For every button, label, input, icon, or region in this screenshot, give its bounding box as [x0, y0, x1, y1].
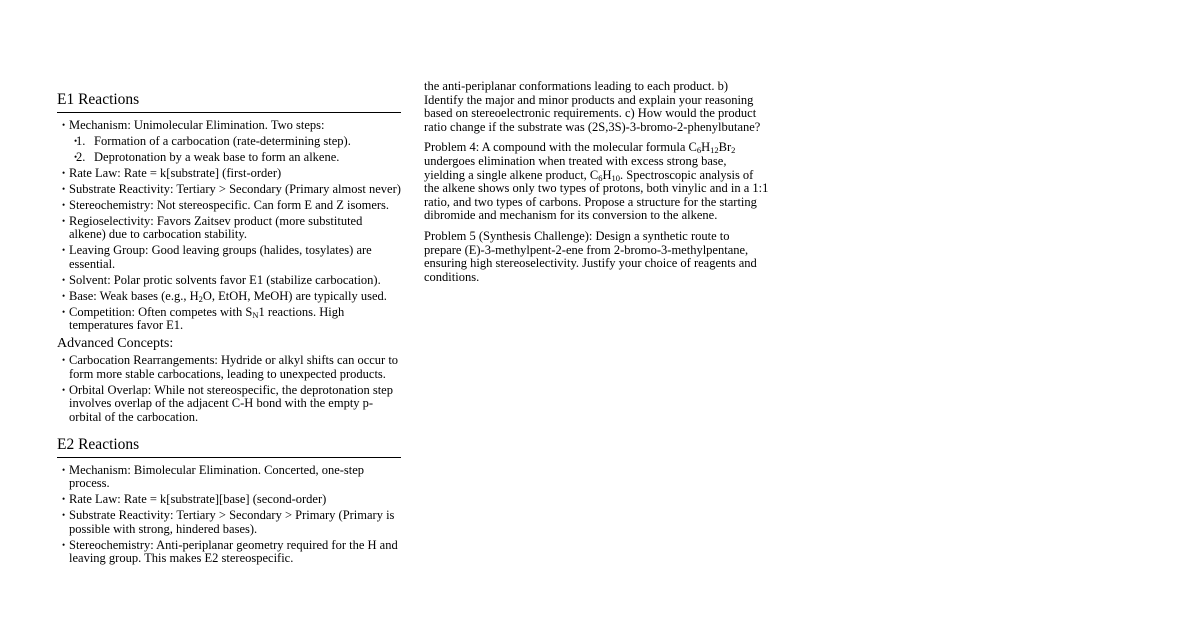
e2-list: [57, 464, 401, 566]
problem-4: Problem 4: A compound with the molecular formula $C_6H_{12}Br_2$ undergoes elimination when treated with excess strong base, yielding a single alkene product, $C_6H_{10}$. Spectroscopic analysis of the alkene shows only two types of protons, both vinylic and in a 1:1 ratio, and two types of carbons. Propose a structure for the starting dibromide and mechanism for its conversion to the alkene.: [424, 140, 769, 223]
e1-step-1: • 1. Formation of a carbocation (rate-determining step).: [69, 135, 401, 149]
problem-5: Problem 5 (Synthesis Challenge): Design a synthetic route to prepare (E)-3-methylpent-2-ene from 2-bromo-3-methylpentane, ensuring high stereoselectivity. Justify your choice of reagents and conditions.: [424, 228, 757, 284]
e1-base: • Base: Weak bases (e.g., $H_2O$, EtOH, MeOH) are typically used.: [57, 290, 401, 304]
e2-mechanism: • Mechanism: Bimolecular Elimination. Concerted, one-step process.: [57, 464, 401, 491]
e1-leaving-group: • Leaving Group: Good leaving groups (halides, tosylates) are essential.: [57, 244, 401, 271]
e2-substrate: • Substrate Reactivity: Tertiary > Secondary > Primary (Primary is possible with strong, hindered bases).: [57, 509, 401, 536]
e1-steps: [69, 135, 401, 165]
e1-list: [57, 119, 401, 333]
e1-rate-law: • Rate Law: Rate = k[substrate] (first-order): [57, 167, 401, 181]
right-column: [424, 80, 770, 291]
e1-solvent: • Solvent: Polar protic solvents favor E1 (stabilize carbocation).: [57, 274, 401, 288]
e1-regioselectivity: • Regioselectivity: Favors Zaitsev product (more substituted alkene) due to carbocation stability.: [57, 215, 401, 242]
problem-3-continued: the anti-periplanar conformations leading to each product. b) Identify the major and minor products and explain your reasoning based on stereoelectronic requirements. c) How would the product ratio change if the substrate was (2S,3S)-3-bromo-2-phenylbutane?: [424, 79, 761, 134]
e2-stereochemistry: • Stereochemistry: Anti-periplanar geometry required for the H and leaving group. This makes E2 stereospecific.: [57, 539, 401, 566]
e1-substrate: • Substrate Reactivity: Tertiary > Secondary (Primary almost never): [57, 183, 401, 197]
e1-step-2: • 2. Deprotonation by a weak base to form an alkene.: [69, 151, 401, 165]
e2-heading: E2 Reactions: [57, 435, 401, 458]
e1-stereochemistry: • Stereochemistry: Not stereospecific. Can form E and Z isomers.: [57, 199, 401, 213]
left-column: [57, 90, 401, 568]
list-item: [57, 119, 401, 164]
advanced-orbital-overlap: • Orbital Overlap: While not stereospecific, the deprotonation step involves overlap of the adjacent C-H bond with the empty p-orbital of the carbocation.: [57, 384, 401, 425]
e1-mechanism: Mechanism: Unimolecular Elimination. Two steps:: [69, 118, 325, 132]
e1-competition: • Competition: Often competes with $S_N1$ reactions. High temperatures favor E1.: [57, 306, 401, 333]
e1-heading: E1 Reactions: [57, 90, 401, 113]
advanced-list: [57, 354, 401, 424]
advanced-rearrangements: • Carbocation Rearrangements: Hydride or alkyl shifts can occur to form more stable carbocations, leading to unexpected products.: [57, 354, 401, 381]
e2-rate-law: • Rate Law: Rate = k[substrate][base] (second-order): [57, 493, 401, 507]
advanced-heading: Advanced Concepts:: [57, 336, 174, 352]
